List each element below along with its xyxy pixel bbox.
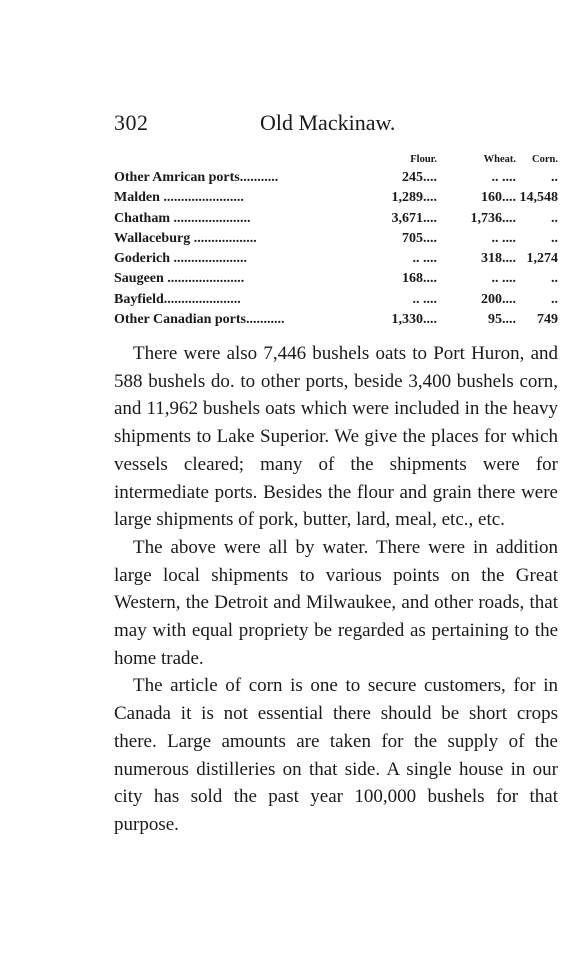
port-name: Saugeen ...................... [114, 271, 245, 287]
paragraph: The above were all by water. There were in addition large local shipments to various points on the Great Western, the Detroit and Milwaukee, and other roads, that may with equal propriety be regarded as pertaining to the home trade. [114, 536, 558, 669]
corn-value: 1,274 [526, 251, 558, 267]
wheat-value: .. .... [491, 271, 516, 287]
corn-value: 749 [537, 312, 558, 328]
table-header-row [114, 152, 558, 168]
corn-value: .. [551, 291, 558, 307]
table-row [114, 290, 558, 310]
port-name: Other Canadian ports........... [114, 312, 285, 328]
column-header-corn: Corn. [532, 154, 558, 165]
wheat-value: 200.... [481, 291, 516, 307]
column-header-flour: Flour. [410, 154, 437, 165]
table-row [114, 188, 558, 208]
wheat-value: 318.... [481, 251, 516, 267]
flour-value: 168.... [402, 271, 437, 287]
corn-value: 14,548 [519, 190, 558, 206]
table-row [114, 229, 558, 249]
wheat-value: 1,736.... [470, 210, 516, 226]
table-row [114, 168, 558, 188]
flour-value: .. .... [412, 251, 437, 267]
paragraph: The article of corn is one to secure customers, for in Canada it is not essential there should be short crops there. Large amounts are taken for the supply of the numerous distilleries on that side. A single house in our city has sold the past year 100,000 bushels for that purpose. [114, 675, 558, 835]
port-name: Chatham ...................... [114, 210, 251, 226]
flour-value: 705.... [402, 230, 437, 246]
corn-value: .. [551, 230, 558, 246]
column-header-wheat: Wheat. [483, 154, 516, 165]
port-name: Wallaceburg .................. [114, 230, 257, 246]
corn-value: .. [551, 170, 558, 185]
port-name: Malden ....................... [114, 190, 244, 206]
flour-value: 1,330.... [391, 312, 437, 328]
body-text [114, 340, 558, 839]
corn-value: .. [551, 271, 558, 287]
page-number: 302 [114, 110, 149, 135]
wheat-value: .. .... [491, 230, 516, 246]
flour-value: .. .... [412, 291, 437, 307]
column-header-port [114, 152, 364, 168]
paragraph: There were also 7,446 bushels oats to Port Huron, and 588 bushels do. to other ports, beside 3,400 bushels corn, and 11,962 bushels oats which were included in the heavy shipments to Lake Superior. We give the places for which vessels cleared; many of the shipments were for intermediate ports. Besides the flour and grain there were large shipments of pork, butter, lard, meal, etc., etc. [114, 343, 558, 531]
wheat-value: .. .... [491, 170, 516, 185]
wheat-value: 160.... [481, 190, 516, 206]
table-row [114, 310, 558, 330]
flour-value: 3,671.... [391, 210, 437, 226]
running-title: Old Mackinaw. [260, 110, 396, 135]
port-name: Other Amrican ports........... [114, 170, 279, 185]
port-name: Goderich ..................... [114, 251, 247, 267]
wheat-value: 95.... [488, 312, 516, 328]
flour-value: 1,289.... [391, 190, 437, 206]
table-row [114, 209, 558, 229]
shipments-table [114, 152, 558, 330]
table-row [114, 269, 558, 289]
corn-value: .. [551, 210, 558, 226]
page-header [114, 110, 558, 140]
table-row [114, 249, 558, 269]
flour-value: 245.... [402, 170, 437, 185]
port-name: Bayfield...................... [114, 291, 241, 307]
